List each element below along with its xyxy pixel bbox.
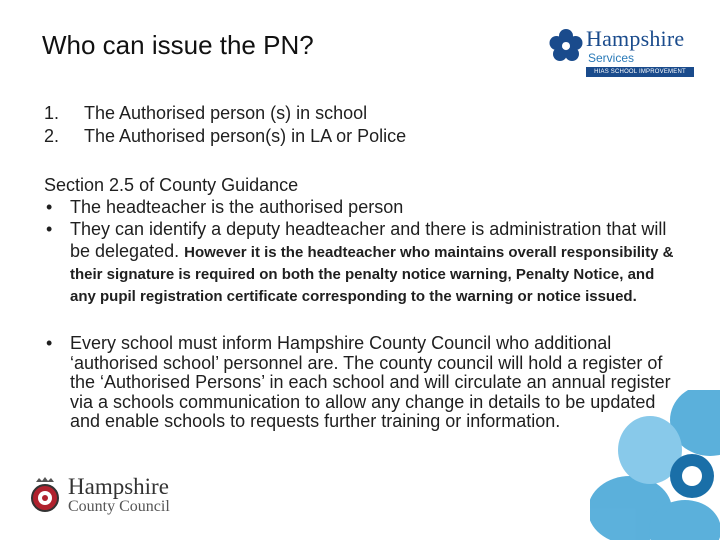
flower-icon bbox=[548, 28, 584, 64]
numbered-list bbox=[44, 102, 406, 148]
list-text: The Authorised person (s) in school bbox=[84, 103, 368, 123]
bullet-text: Every school must inform Hampshire County Council who additional ‘authorised school’ personnel are. The county council will hold a register of the ‘Authorised Persons’ in each school and will circulate an annual register via a schools communication to allow any change in details to be updated and enable schools to requests further training or information. bbox=[70, 333, 671, 431]
council-sub: County Council bbox=[68, 498, 170, 515]
slide-title: Who can issue the PN? bbox=[42, 30, 314, 60]
hampshire-services-logo bbox=[548, 26, 700, 78]
bullet-text: The headteacher is the authorised person bbox=[70, 197, 404, 217]
bullet-dot: • bbox=[46, 219, 53, 239]
decorative-flower-icon bbox=[590, 390, 720, 540]
bullet-item bbox=[44, 218, 684, 306]
bullet-text: They can identify a deputy headteacher and there is administration that will be delegated. bbox=[70, 219, 667, 261]
bullet-item bbox=[44, 334, 684, 432]
list-item bbox=[44, 102, 406, 125]
bullet-dot: • bbox=[46, 197, 53, 217]
crest-icon bbox=[30, 476, 60, 516]
services-strip: HIAS SCHOOL IMPROVEMENT bbox=[586, 67, 694, 77]
hampshire-county-council-logo bbox=[30, 474, 190, 520]
services-name: Hampshire bbox=[586, 26, 685, 51]
section-heading: Section 2.5 of County Guidance bbox=[44, 175, 299, 195]
list-number: 1. bbox=[44, 103, 60, 123]
list-item bbox=[44, 125, 406, 148]
services-sub: Services bbox=[588, 51, 635, 65]
guidance-section bbox=[44, 174, 684, 432]
list-number: 2. bbox=[44, 126, 60, 146]
bullet-item bbox=[44, 196, 684, 218]
bullet-bold-text: However it is the headteacher who maintains overall responsibility & their signature is required on both the penalty notice warning, Penalty Notice, and any pupil registration certificate corresponding to the warning or notice issued. bbox=[70, 244, 674, 305]
council-name: Hampshire bbox=[68, 474, 169, 499]
list-text: The Authorised person(s) in LA or Police bbox=[84, 126, 407, 146]
bullet-dot: • bbox=[46, 333, 53, 353]
